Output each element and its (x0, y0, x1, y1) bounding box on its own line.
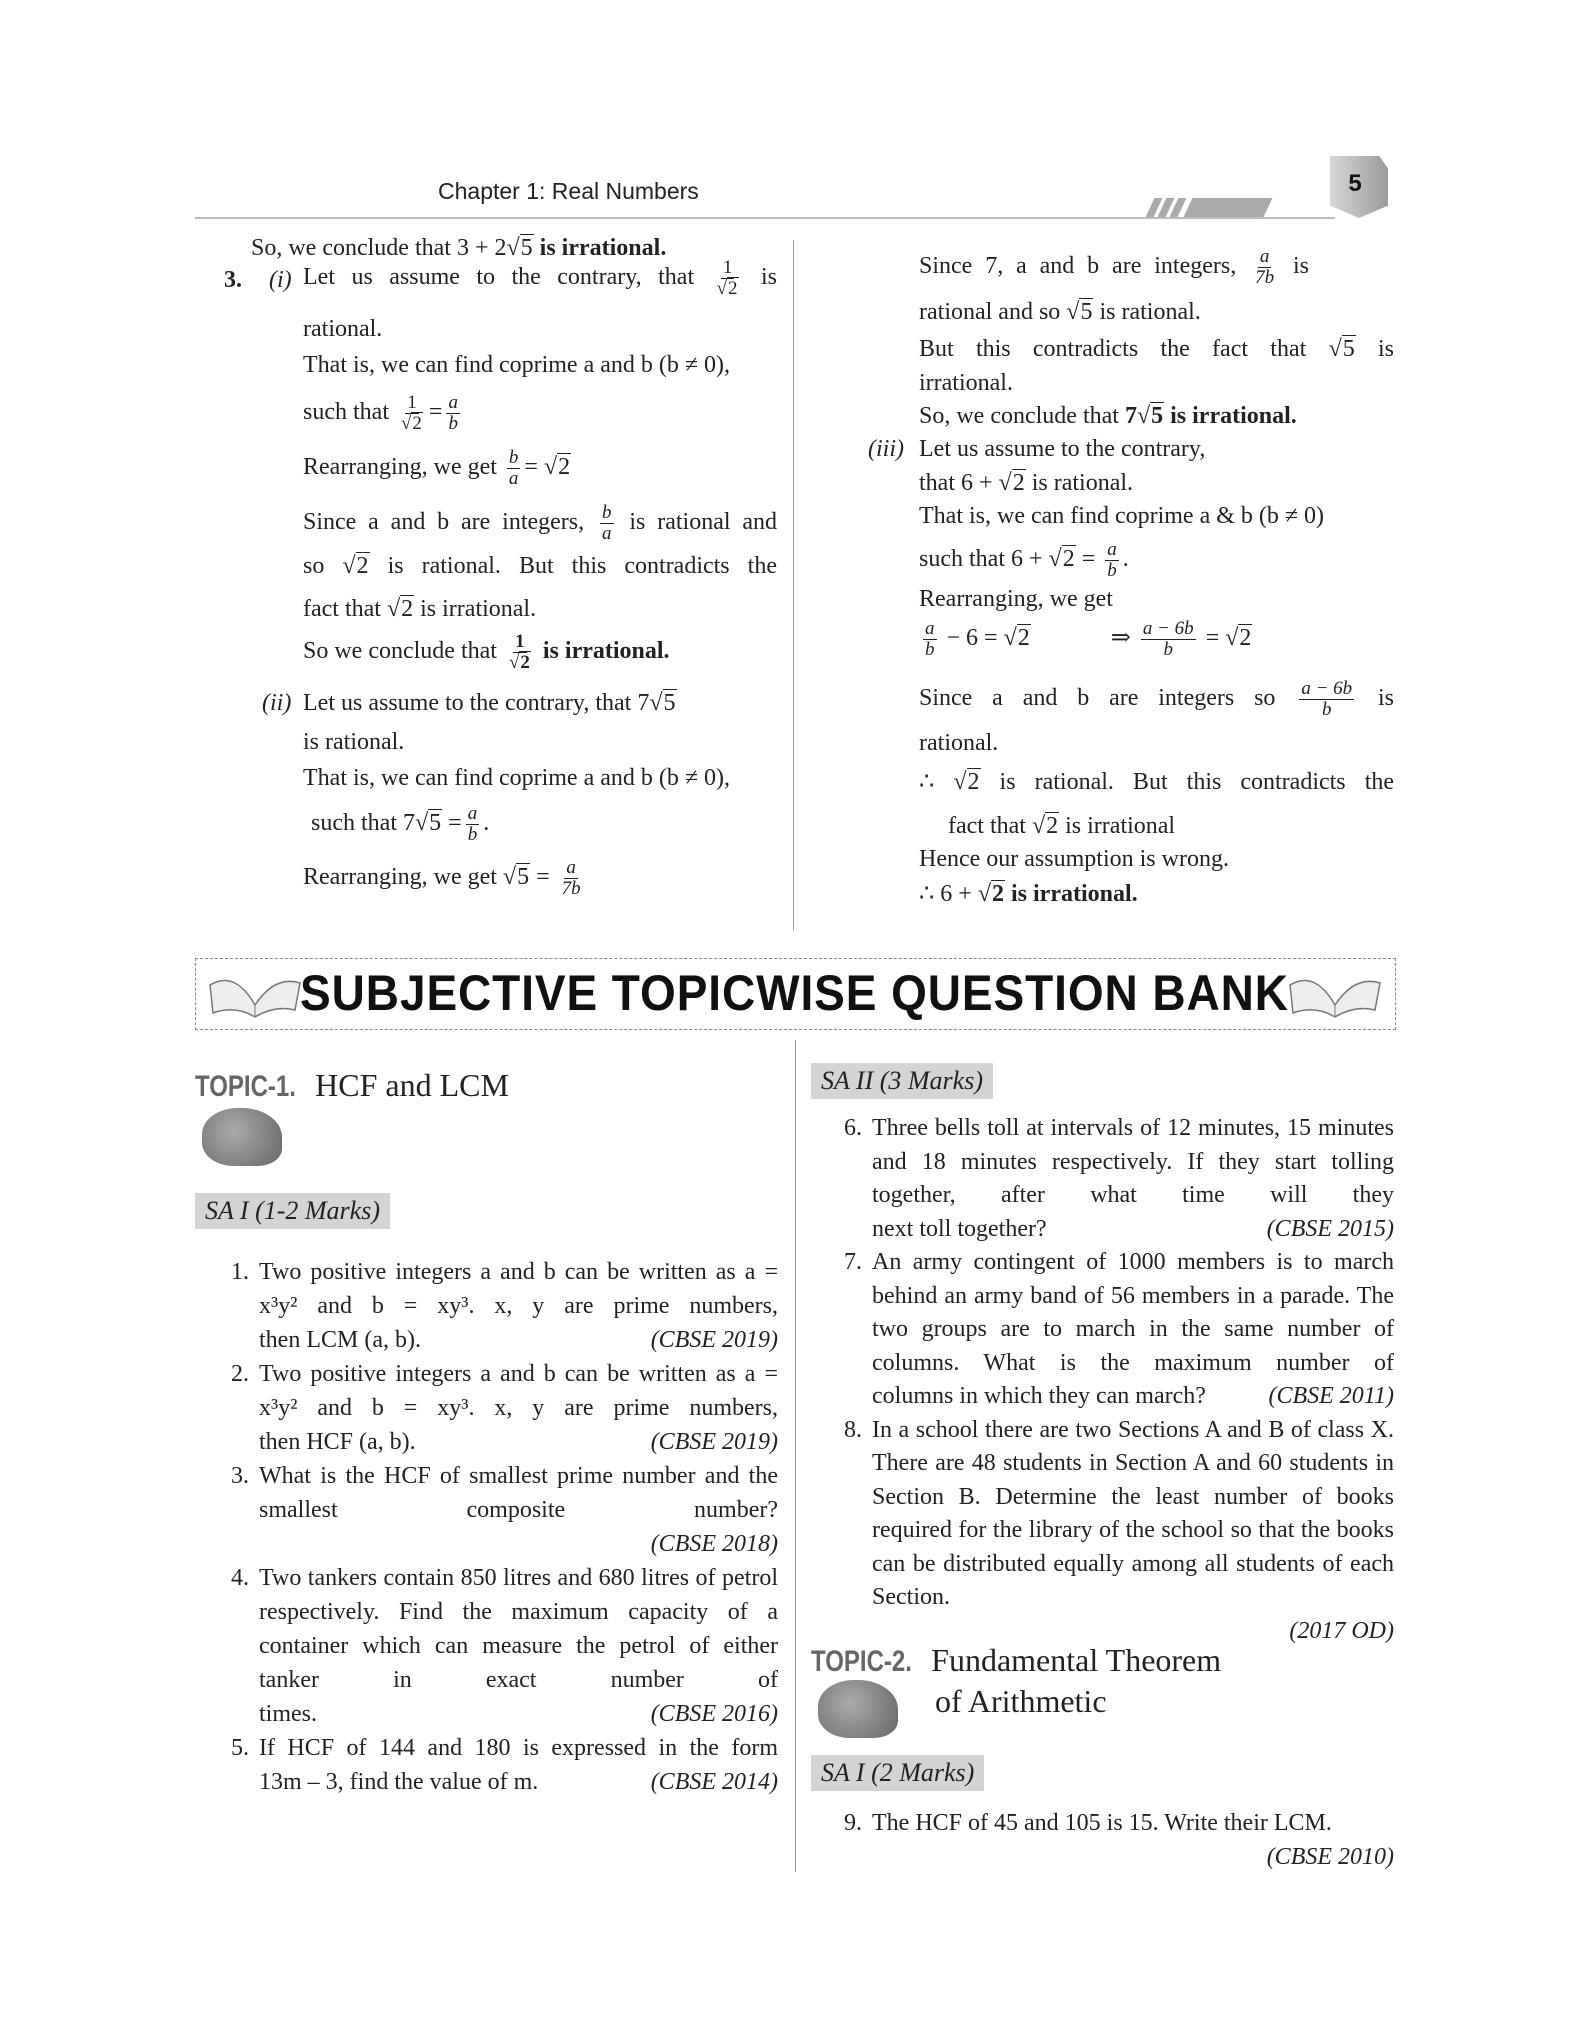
question-source: (CBSE 2014) (650, 1769, 778, 1795)
header-rule (195, 217, 1335, 219)
solution-line: Rearranging, we get √ 5 = $\frac{a}{7b}$ (303, 858, 587, 899)
solution-line: Rearranging, we get (919, 586, 1113, 612)
solution-line: rational. (919, 730, 999, 756)
question-item (215, 1561, 778, 1731)
question-last-line: columns in which they can march? (872, 1383, 1206, 1409)
banner-title: SUBJECTIVE TOPICWISE QUESTION BANK (300, 965, 1289, 1021)
question-item: 9. The HCF of 45 and 105 is 15. Write their LCM. (CBSE 2010) (844, 1810, 1394, 1870)
solution-line: is rational. (303, 729, 405, 755)
question-list (215, 1255, 778, 1799)
question-number: 2. (231, 1361, 249, 1387)
solution-line: Let us assume to the contrary, (919, 436, 1206, 462)
header-stripe (1184, 198, 1273, 217)
solution-line: that 6 + √ 2 is rational. (919, 468, 1133, 498)
question-number: 7. (844, 1249, 862, 1275)
solution-line: Since a and b are integers, $\frac{b}{a}$ is rational and (303, 502, 778, 544)
solution-line: so √ 2 is rational. But this contradicts the (303, 551, 777, 581)
solution-line: such that 1 √ 2 = $\frac{a}{b}$ (303, 393, 464, 434)
solution-line: (iii) (868, 436, 904, 462)
question-text: Two tankers contain 850 litres and 680 litres of petrol respectively. Find the maximum capacity of a container which can measure the petrol of either tanker in exact number of (259, 1565, 778, 1693)
solution-line: That is, we can find coprime a and b (b ≠ 0), (303, 352, 731, 378)
solution-line: fact that √ 2 is irrational. (303, 594, 536, 624)
question-item (828, 1112, 1394, 1246)
solution-line: Since 7, a and b are integers, $\frac{a}{7b}$ is (919, 246, 1309, 288)
solution-line: $\frac{a}{b}$ − 6 = √ 2 ⇒ $\frac{a - 6b}{b}$ = √ 2 (919, 619, 1252, 660)
solution-line: rational and so √ 5 is rational. (919, 297, 1201, 327)
question-source: (CBSE 2018) (650, 1531, 778, 1557)
topic-heading: TOPIC-2. Fundamental Theorem (811, 1642, 1222, 1678)
question-number: 5. (231, 1735, 249, 1761)
solution-line: Let us assume to the contrary, that 7√ 5 (303, 688, 677, 718)
question-source: (CBSE 2015) (1266, 1215, 1394, 1242)
question-last-line: then LCM (a, b). (259, 1327, 421, 1353)
head-icon (818, 1680, 898, 1738)
solution-line: (ii) (262, 690, 292, 716)
question-item (215, 1459, 778, 1561)
question-text: Two positive integers a and b can be written as a = x³y² and b = xy³. x, y are prime numbers, (259, 1259, 778, 1319)
question-text: If HCF of 144 and 180 is expressed in the form (259, 1735, 778, 1761)
solution-line: Rearranging, we get $\frac{b}{a}$ = √ 2 (303, 448, 571, 489)
section-badge: SA I (1-2 Marks) (195, 1193, 390, 1229)
section-badge: SA II (3 Marks) (811, 1063, 993, 1099)
section-badge: SA I (2 Marks) (811, 1755, 984, 1791)
question-source: (2017 OD) (1289, 1617, 1394, 1644)
question-text: What is the HCF of smallest prime number and the smallest composite number? (259, 1463, 778, 1523)
question-number: 6. (844, 1115, 862, 1141)
question-source: (CBSE 2019) (650, 1429, 778, 1455)
solution-line: 3. (224, 267, 242, 293)
question-text: Three bells toll at intervals of 12 minutes, 15 minutes and 18 minutes respectively. If they start tolling together, after what time will they (872, 1115, 1394, 1208)
question-text: An army contingent of 1000 members is to march behind an army band of 56 members in a parade. The two groups are to march in the same number of columns. What is the maximum number of (872, 1249, 1394, 1376)
solution-line: such that 6 + √ 2 = $\frac{a}{b}$ . (919, 540, 1129, 581)
question-item (828, 1414, 1394, 1649)
page-number: 5 (1348, 170, 1362, 197)
solution-line: So, we conclude that 7√ 5 is irrational. (919, 401, 1297, 431)
question-text: Two positive integers a and b can be written as a = x³y² and b = xy³. x, y are prime numbers, (259, 1361, 778, 1421)
solution-line: So, we conclude that 3 + 2√ 5 is irrational. (251, 233, 666, 263)
solution-line: Hence our assumption is wrong. (919, 846, 1229, 872)
question-source: (CBSE 2016) (650, 1701, 778, 1727)
solution-line: So we conclude that 1 √ 2 is irrational. (303, 632, 670, 673)
solution-line: But this contradicts the fact that √ 5 is (919, 334, 1394, 364)
chapter-title: Chapter 1: Real Numbers (438, 178, 699, 204)
solution-line: fact that √ 2 is irrational (948, 811, 1175, 841)
question-number: 3. (231, 1463, 249, 1489)
column-divider (793, 240, 794, 930)
solution-line: That is, we can find coprime a and b (b ≠ 0), (303, 765, 731, 791)
solution-line: (i) (269, 267, 292, 293)
question-last-line: times. (259, 1701, 317, 1727)
solution-line: Let us assume to the contrary, that 1 √ 2 is (303, 258, 777, 299)
solution-line: That is, we can find coprime a & b (b ≠ 0) (919, 503, 1325, 529)
question-number: 1. (231, 1259, 249, 1285)
question-item (215, 1255, 778, 1357)
solution-line: ∴ 6 + √ 2 is irrational. (919, 879, 1138, 909)
solution-line: irrational. (919, 370, 1013, 396)
question-source: (CBSE 2019) (650, 1327, 778, 1353)
question-number: 8. (844, 1416, 862, 1443)
solution-line: rational. (303, 316, 383, 342)
question-item (828, 1246, 1394, 1414)
solution-line: such that 7√ 5 = $\frac{a}{b}$ . (311, 804, 489, 845)
question-last-line: then HCF (a, b). (259, 1429, 416, 1455)
topic-heading-line2: of Arithmetic (935, 1683, 1107, 1719)
question-item (215, 1357, 778, 1459)
question-source: (CBSE 2011) (1268, 1383, 1394, 1409)
question-text: In a school there are two Sections A and B of class X. There are 48 students in Section A and 60 students in Section B. Determine the least number of books required for the library of the school so that the books can be distributed equally among all students of each Section. (872, 1416, 1394, 1610)
question-item (215, 1731, 778, 1799)
topic-heading: TOPIC-1. HCF and LCM (195, 1067, 509, 1103)
question-last-line: next toll together? (872, 1215, 1047, 1242)
solution-line: ∴ √ 2 is rational. But this contradicts the (919, 767, 1394, 797)
head-icon (202, 1108, 282, 1166)
solution-line: Since a and b are integers so $\frac{a - 6b}{b}$ is (919, 678, 1395, 720)
column-divider (795, 1040, 796, 1872)
question-list (828, 1112, 1394, 1648)
question-last-line: 13m – 3, find the value of m. (259, 1769, 539, 1795)
question-number: 4. (231, 1565, 249, 1591)
